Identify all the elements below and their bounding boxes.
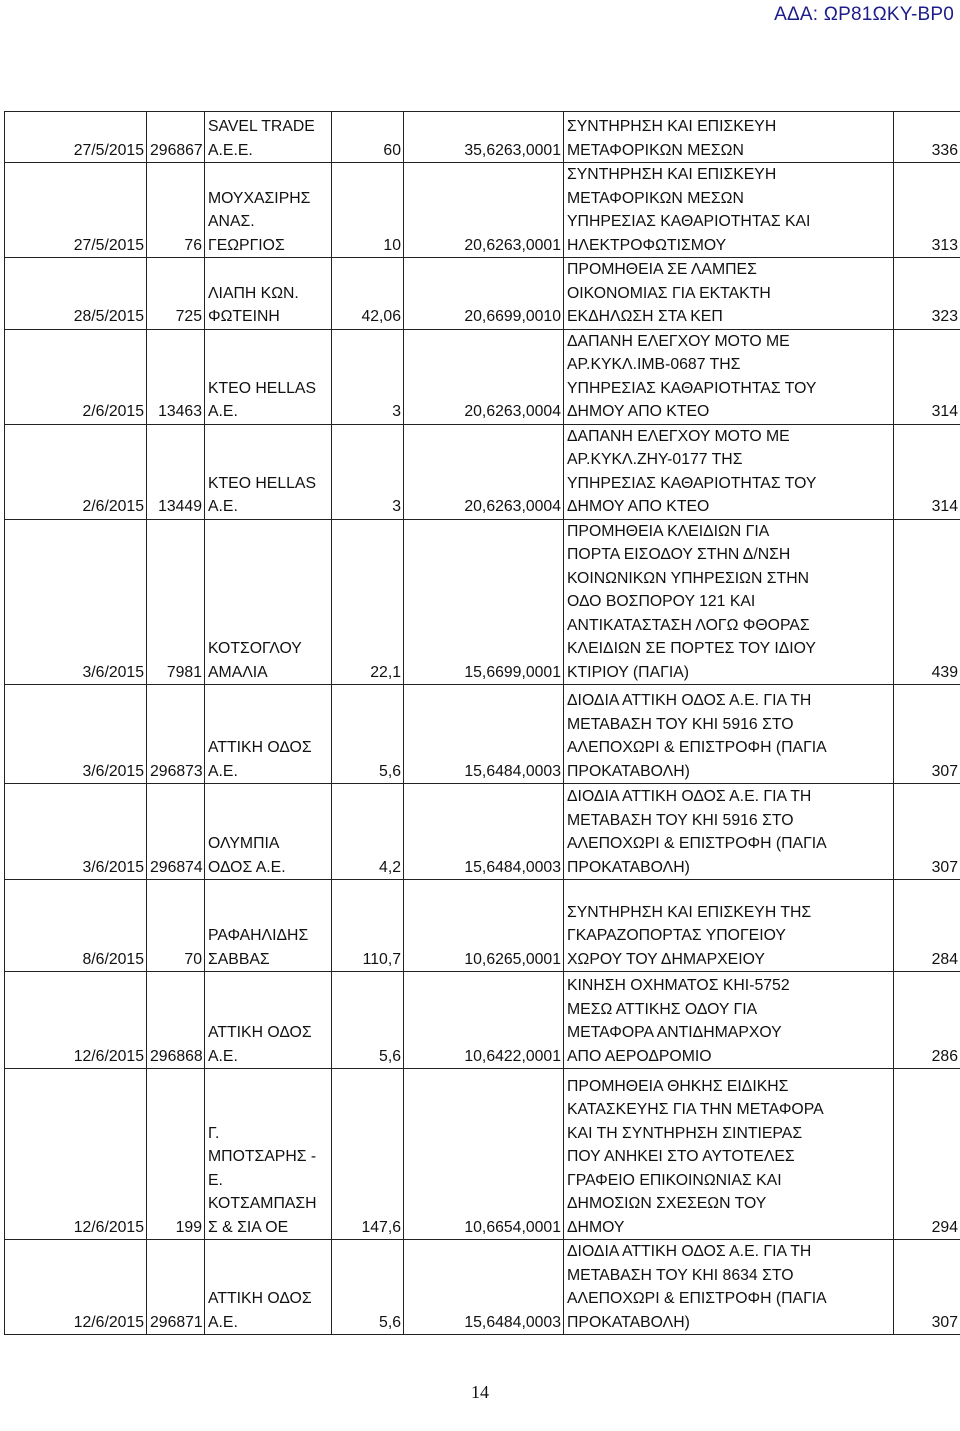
row-quantity-text: 10 [383, 236, 401, 254]
row-doc-number-text: 296873 [150, 762, 203, 780]
row-budget-code [404, 972, 564, 1069]
row-cpv-code [894, 784, 960, 880]
row-supplier-text: ΟΛΥΜΠΙΑ ΟΔΟΣ Α.Ε. [208, 835, 286, 876]
row-doc-number [147, 1240, 205, 1335]
row-doc-number-text: 296867 [150, 141, 203, 159]
row-quantity-text: 60 [383, 141, 401, 159]
row-supplier-text: ΜΟΥΧΑΣΙΡΗΣ ΑΝΑΣ. ΓΕΩΡΓΙΟΣ [208, 189, 311, 254]
row-budget-code [404, 1069, 564, 1240]
row-doc-number-text: 13463 [158, 403, 202, 420]
row-description [564, 329, 894, 424]
row-description-text: ΣΥΝΤΗΡΗΣΗ ΚΑΙ ΕΠΙΣΚΕΥΗ ΜΕΤΑΦΟΡΙΚΩΝ ΜΕΣΩΝ ΥΠΗΡΕΣΙΑΣ ΚΑΘΑΡΙΟΤΗΤΑΣ ΚΑΙ ΗΛΕΚΤΡΟΦΩΤΙΣΜΟΥ [567, 166, 811, 254]
row-quantity [332, 784, 404, 880]
row-date-text: 3/6/2015 [82, 663, 144, 681]
row-supplier-text: ΑΤΤΙΚΗ ΟΔΟΣ Α.Ε. [208, 1290, 312, 1331]
table-row [5, 784, 960, 880]
row-quantity-text: 22,1 [370, 663, 401, 681]
row-budget-code-text: 20,6263,0004 [464, 403, 561, 420]
row-date-text: 27/5/2015 [73, 141, 144, 159]
row-date-text: 2/6/2015 [82, 403, 144, 420]
row-description [564, 519, 894, 685]
table-row [5, 163, 960, 258]
row-cpv-code-text: 314 [931, 403, 958, 420]
row-doc-number [147, 972, 205, 1069]
row-doc-number-text: 296871 [150, 1313, 203, 1331]
row-quantity [332, 258, 404, 330]
row-date [5, 258, 147, 330]
row-date-text: 12/6/2015 [73, 1047, 144, 1065]
row-budget-code-text: 20,6699,0010 [464, 308, 561, 325]
row-budget-code [404, 880, 564, 972]
page-number: 14 [471, 1382, 489, 1402]
row-supplier [205, 163, 332, 258]
row-date [5, 519, 147, 685]
row-supplier [205, 1069, 332, 1240]
row-description [564, 972, 894, 1069]
table-row [5, 424, 960, 519]
row-cpv-code-text: 313 [931, 236, 958, 254]
row-date-text: 12/6/2015 [73, 1313, 144, 1331]
row-doc-number-text: 13449 [158, 498, 202, 515]
table-row [5, 1069, 960, 1240]
row-date-text: 3/6/2015 [82, 858, 144, 876]
row-budget-code-text: 20,6263,0004 [464, 498, 561, 515]
row-cpv-code [894, 329, 960, 424]
row-date [5, 972, 147, 1069]
row-doc-number [147, 880, 205, 972]
row-supplier [205, 1240, 332, 1335]
row-doc-number [147, 112, 205, 163]
row-date [5, 329, 147, 424]
row-doc-number [147, 163, 205, 258]
row-description-text: ΔΑΠΑΝΗ ΕΛΕΓΧΟΥ ΜΟΤΟ ΜΕ ΑΡ.ΚΥΚΛ.ΙΜΒ-0687 ΤΗΣ ΥΠΗΡΕΣΙΑΣ ΚΑΘΑΡΙΟΤΗΤΑΣ ΤΟΥ ΔΗΜΟΥ ΑΠΟ ΚΤΕΟ [567, 332, 817, 420]
row-supplier-text: ΚΤΕΟ HELLAS Α.Ε. [208, 474, 316, 515]
row-date-text: 8/6/2015 [82, 950, 144, 968]
row-date-text: 28/5/2015 [73, 308, 144, 325]
table-row [5, 112, 960, 163]
row-doc-number-text: 296868 [150, 1047, 203, 1065]
row-budget-code [404, 258, 564, 330]
row-description-text: ΔΑΠΑΝΗ ΕΛΕΓΧΟΥ ΜΟΤΟ ΜΕ ΑΡ.ΚΥΚΛ.ΖΗΥ-0177 ΤΗΣ ΥΠΗΡΕΣΙΑΣ ΚΑΘΑΡΙΟΤΗΤΑΣ ΤΟΥ ΔΗΜΟΥ ΑΠΟ ΚΤΕΟ [567, 427, 817, 515]
row-quantity [332, 972, 404, 1069]
row-doc-number-text: 76 [184, 236, 202, 254]
row-budget-code-text: 20,6263,0001 [464, 236, 561, 254]
row-budget-code [404, 329, 564, 424]
row-description [564, 784, 894, 880]
table-row [5, 1240, 960, 1335]
ada-code: ΑΔΑ: ΩΡ81ΩΚΥ-ΒΡ0 [774, 4, 954, 25]
table-row [5, 972, 960, 1069]
row-doc-number [147, 784, 205, 880]
row-description-text: ΣΥΝΤΗΡΗΣΗ ΚΑΙ ΕΠΙΣΚΕΥΗ ΜΕΤΑΦΟΡΙΚΩΝ ΜΕΣΩΝ [567, 118, 777, 159]
row-quantity [332, 519, 404, 685]
row-budget-code-text: 15,6484,0003 [464, 762, 561, 780]
row-cpv-code-text: 284 [931, 950, 958, 968]
row-cpv-code-text: 294 [931, 1218, 958, 1236]
row-date-text: 27/5/2015 [73, 236, 144, 254]
row-quantity [332, 112, 404, 163]
row-quantity-text: 42,06 [361, 308, 401, 325]
row-supplier [205, 972, 332, 1069]
row-budget-code-text: 10,6265,0001 [464, 950, 561, 968]
row-doc-number-text: 70 [184, 950, 202, 968]
row-supplier [205, 112, 332, 163]
row-description-text: ΠΡΟΜΗΘΕΙΑ ΚΛΕΙΔΙΩΝ ΓΙΑ ΠΟΡΤΑ ΕΙΣΟΔΟΥ ΣΤΗΝ Δ/ΝΣΗ ΚΟΙΝΩΝΙΚΩΝ ΥΠΗΡΕΣΙΩΝ ΣΤΗΝ ΟΔΟ ΒΟΣΠΟΡΟΥ 121 ΚΑΙ ΑΝΤΙΚΑΤΑΣΤΑΣΗ ΛΟΓΩ ΦΘΟΡΑΣ ΚΛΕΙΔΙΩΝ ΣΕ ΠΟΡΤΕΣ ΤΟΥ ΙΔΙΟΥ ΚΤΙΡΙΟΥ (ΠΑΓΙΑ) [567, 522, 816, 681]
row-date [5, 880, 147, 972]
row-date-text: 3/6/2015 [82, 762, 144, 780]
row-quantity [332, 880, 404, 972]
row-budget-code-text: 10,6654,0001 [464, 1218, 561, 1236]
row-budget-code [404, 685, 564, 784]
row-budget-code [404, 112, 564, 163]
row-budget-code [404, 1240, 564, 1335]
row-supplier-text: Γ. ΜΠΟΤΣΑΡΗΣ - Ε. ΚΟΤΣΑΜΠΑΣΗ Σ & ΣΙΑ ΟΕ [208, 1124, 317, 1236]
row-budget-code-text: 35,6263,0001 [464, 141, 561, 159]
row-quantity-text: 3 [392, 498, 401, 515]
row-doc-number-text: 199 [175, 1218, 202, 1236]
row-supplier-text: SAVEL TRADE Α.Ε.Ε. [208, 118, 315, 159]
row-cpv-code-text: 307 [931, 1313, 958, 1331]
row-supplier [205, 880, 332, 972]
row-quantity-text: 5,6 [379, 1047, 401, 1065]
row-budget-code [404, 163, 564, 258]
row-quantity-text: 110,7 [362, 950, 401, 968]
row-doc-number-text: 7981 [166, 663, 202, 681]
row-doc-number [147, 519, 205, 685]
row-doc-number-text: 296874 [150, 858, 203, 876]
row-quantity-text: 147,6 [361, 1218, 401, 1236]
row-cpv-code [894, 112, 960, 163]
row-description-text: ΣΥΝΤΗΡΗΣΗ ΚΑΙ ΕΠΙΣΚΕΥΗ ΤΗΣ ΓΚΑΡΑΖΟΠΟΡΤΑΣ ΥΠΟΓΕΙΟΥ ΧΩΡΟΥ ΤΟΥ ΔΗΜΑΡΧΕΙΟΥ [567, 903, 812, 968]
row-quantity-text: 3 [392, 403, 401, 420]
row-quantity-text: 5,6 [379, 1313, 401, 1331]
table-row [5, 880, 960, 972]
row-description [564, 685, 894, 784]
row-budget-code-text: 15,6484,0003 [464, 858, 561, 876]
row-description-text: ΠΡΟΜΗΘΕΙΑ ΣΕ ΛΑΜΠΕΣ ΟΙΚΟΝΟΜΙΑΣ ΓΙΑ ΕΚΤΑΚΤΗ ΕΚΔΗΛΩΣΗ ΣΤΑ ΚΕΠ [567, 261, 771, 325]
row-date [5, 112, 147, 163]
row-description [564, 424, 894, 519]
row-cpv-code-text: 307 [931, 762, 958, 780]
table-row [5, 685, 960, 784]
row-supplier-text: ΑΤΤΙΚΗ ΟΔΟΣ Α.Ε. [208, 1024, 312, 1065]
row-cpv-code-text: 439 [931, 663, 958, 681]
row-description [564, 112, 894, 163]
row-cpv-code [894, 1240, 960, 1335]
row-cpv-code-text: 307 [931, 858, 958, 876]
row-budget-code-text: 10,6422,0001 [464, 1047, 561, 1065]
row-cpv-code [894, 685, 960, 784]
row-date [5, 424, 147, 519]
row-description-text: ΔΙΟΔΙΑ ΑΤΤΙΚΗ ΟΔΟΣ Α.Ε. ΓΙΑ ΤΗ ΜΕΤΑΒΑΣΗ ΤΟΥ ΚΗΙ 5916 ΣΤΟ ΑΛΕΠΟΧΩΡΙ & ΕΠΙΣΤΡΟΦΗ (ΠΑΓΙΑ ΠΡΟΚΑΤΑΒΟΛΗ) [567, 692, 827, 780]
row-supplier-text: ΚΟΤΣΟΓΛΟΥ ΑΜΑΛΙΑ [208, 640, 302, 681]
row-date [5, 784, 147, 880]
row-date [5, 163, 147, 258]
row-date-text: 12/6/2015 [73, 1218, 144, 1236]
row-description [564, 1240, 894, 1335]
row-budget-code [404, 784, 564, 880]
row-description-text: ΚΙΝΗΣΗ ΟΧΗΜΑΤΟΣ ΚΗΙ-5752 ΜΕΣΩ ΑΤΤΙΚΗΣ ΟΔΟΥ ΓΙΑ ΜΕΤΑΦΟΡΑ ΑΝΤΙΔΗΜΑΡΧΟΥ ΑΠΟ ΑΕΡΟΔΡΟΜΙΟ [567, 977, 790, 1065]
row-doc-number [147, 258, 205, 330]
row-quantity [332, 1240, 404, 1335]
row-description [564, 258, 894, 330]
row-cpv-code [894, 972, 960, 1069]
row-cpv-code-text: 286 [931, 1047, 958, 1065]
row-doc-number [147, 329, 205, 424]
row-quantity-text: 4,2 [379, 858, 401, 876]
row-doc-number [147, 685, 205, 784]
row-cpv-code [894, 519, 960, 685]
row-budget-code-text: 15,6484,0003 [464, 1313, 561, 1331]
row-quantity [332, 424, 404, 519]
row-budget-code [404, 424, 564, 519]
row-quantity [332, 329, 404, 424]
row-supplier [205, 685, 332, 784]
row-supplier [205, 424, 332, 519]
row-doc-number [147, 1069, 205, 1240]
row-cpv-code-text: 336 [931, 141, 958, 159]
row-date [5, 1240, 147, 1335]
row-cpv-code [894, 880, 960, 972]
row-date [5, 685, 147, 784]
row-supplier-text: ΡΑΦΑΗΛΙΔΗΣ ΣΑΒΒΑΣ [208, 927, 309, 968]
row-budget-code [404, 519, 564, 685]
table-row [5, 329, 960, 424]
row-description-text: ΔΙΟΔΙΑ ΑΤΤΙΚΗ ΟΔΟΣ Α.Ε. ΓΙΑ ΤΗ ΜΕΤΑΒΑΣΗ ΤΟΥ ΚΗΙ 8634 ΣΤΟ ΑΛΕΠΟΧΩΡΙ & ΕΠΙΣΤΡΟΦΗ (ΠΑΓΙΑ ΠΡΟΚΑΤΑΒΟΛΗ) [567, 1243, 827, 1331]
expense-table [4, 111, 960, 1335]
row-description-text: ΠΡΟΜΗΘΕΙΑ ΘΗΚΗΣ ΕΙΔΙΚΗΣ ΚΑΤΑΣΚΕΥΗΣ ΓΙΑ ΤΗΝ ΜΕΤΑΦΟΡΑ ΚΑΙ ΤΗ ΣΥΝΤΗΡΗΣΗ ΣΙΝΤΙΕΡΑΣ ΠΟΥ ΑΝΗΚΕΙ ΣΤΟ ΑΥΤΟΤΕΛΕΣ ΓΡΑΦΕΙΟ ΕΠΙΚΟΙΝΩΝΙΑΣ ΚΑΙ ΔΗΜΟΣΙΩΝ ΣΧΕΣΕΩΝ ΤΟΥ ΔΗΜΟΥ [567, 1077, 824, 1236]
row-cpv-code [894, 163, 960, 258]
row-budget-code-text: 15,6699,0001 [464, 663, 561, 681]
row-supplier [205, 258, 332, 330]
row-date-text: 2/6/2015 [82, 498, 144, 515]
row-description [564, 1069, 894, 1240]
row-doc-number-text: 725 [175, 308, 202, 325]
row-quantity [332, 163, 404, 258]
row-quantity-text: 5,6 [379, 762, 401, 780]
row-supplier [205, 784, 332, 880]
row-quantity [332, 685, 404, 784]
table-row [5, 258, 960, 330]
row-doc-number [147, 424, 205, 519]
row-supplier-text: ΛΙΑΠΗ ΚΩΝ. ΦΩΤΕΙΝΗ [208, 284, 299, 325]
row-quantity [332, 1069, 404, 1240]
row-cpv-code [894, 424, 960, 519]
row-supplier-text: ΚΤΕΟ HELLAS Α.Ε. [208, 379, 316, 420]
row-cpv-code [894, 1069, 960, 1240]
table-row [5, 519, 960, 685]
row-supplier [205, 519, 332, 685]
row-description [564, 880, 894, 972]
row-supplier-text: ΑΤΤΙΚΗ ΟΔΟΣ Α.Ε. [208, 739, 312, 780]
row-cpv-code-text: 314 [931, 498, 958, 515]
row-supplier [205, 329, 332, 424]
row-description [564, 163, 894, 258]
row-cpv-code-text: 323 [931, 308, 958, 325]
row-cpv-code [894, 258, 960, 330]
row-description-text: ΔΙΟΔΙΑ ΑΤΤΙΚΗ ΟΔΟΣ Α.Ε. ΓΙΑ ΤΗ ΜΕΤΑΒΑΣΗ ΤΟΥ ΚΗΙ 5916 ΣΤΟ ΑΛΕΠΟΧΩΡΙ & ΕΠΙΣΤΡΟΦΗ (ΠΑΓΙΑ ΠΡΟΚΑΤΑΒΟΛΗ) [567, 788, 827, 876]
row-date [5, 1069, 147, 1240]
